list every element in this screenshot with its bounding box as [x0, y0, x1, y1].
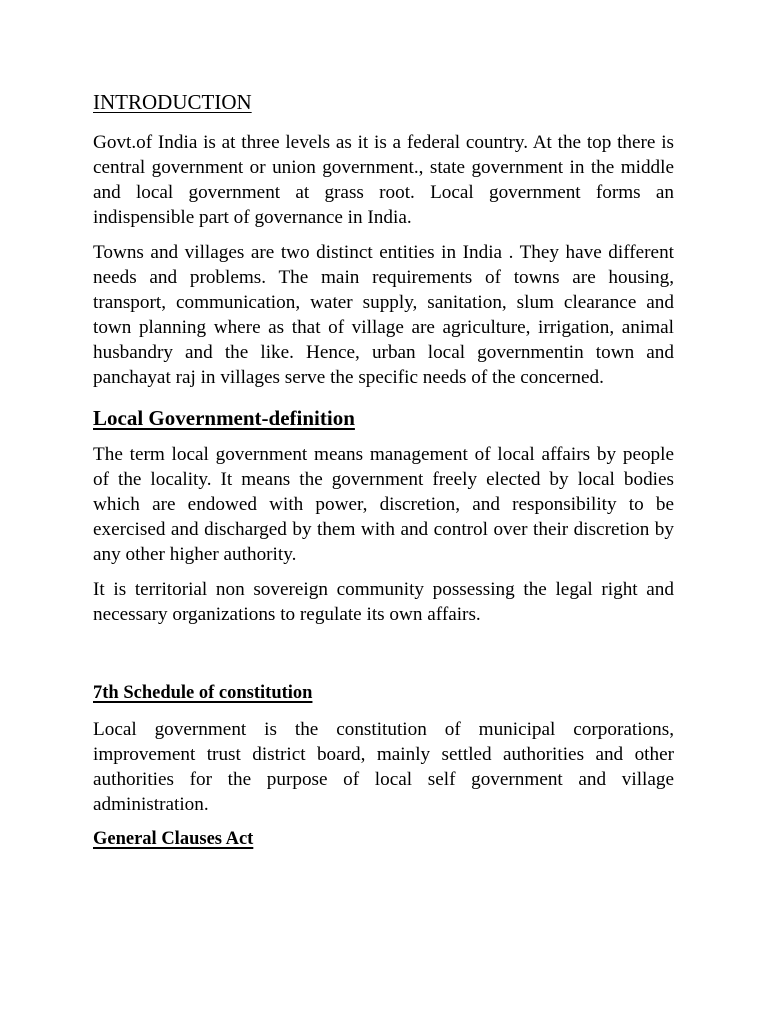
definition-paragraph-1: The term local government means management of local affairs by people of the locality. It means the government freely elected by local bodies which are endowed with power, discretion, and responsibility to be exercised and discharged by them with and control over their discretion by any other higher authority. [93, 444, 674, 565]
general-clauses-heading: General Clauses Act [93, 829, 254, 849]
introduction-heading: INTRODUCTION [93, 90, 252, 114]
definition-paragraph-2: It is territorial non sovereign community possessing the legal right and necessary organizations to regulate its own affairs. [93, 579, 674, 625]
section-gap [93, 637, 674, 681]
document-page [93, 88, 674, 852]
schedule-heading: 7th Schedule of constitution [93, 683, 313, 703]
intro-paragraph-1: Govt.of India is at three levels as it is a federal country. At the top there is central government or union government., state government in the middle and local government at grass root. Local government forms an indispensible part of governance in India. [93, 132, 674, 228]
definition-heading: Local Government-definition [93, 406, 355, 430]
schedule-paragraph: Local government is the constitution of municipal corporations, improvement trust district board, mainly settled authorities and other authorities for the purpose of local self government and village administration. [93, 719, 674, 815]
intro-paragraph-2: Towns and villages are two distinct entities in India . They have different needs and problems. The main requirements of towns are housing, transport, communication, water supply, sanitation, slum clearance and town planning where as that of village are agriculture, irrigation, animal husbandry and the like. Hence, urban local governmentin town and panchayat raj in villages serve the specific needs of the concerned. [93, 242, 674, 388]
